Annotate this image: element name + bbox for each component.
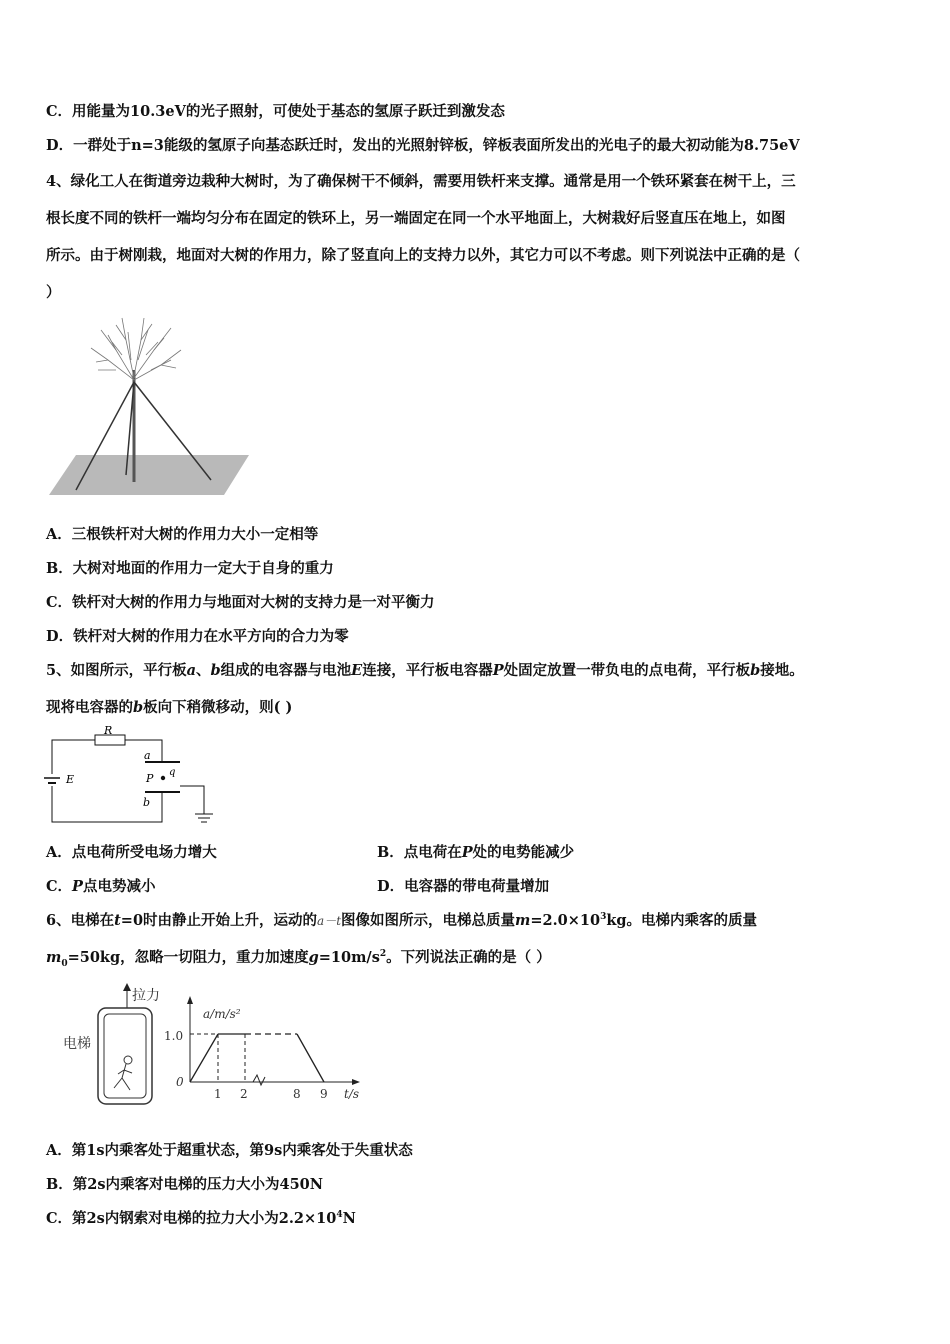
y-tick-1-0: 1.0 — [164, 1029, 184, 1043]
label-a: a — [144, 749, 151, 762]
capacitor-circuit-figure — [40, 726, 215, 832]
q6-option-b: B．第2s内乘客对电梯的压力大小为450N — [46, 1176, 324, 1193]
q6-option-a: A．第1s内乘客处于超重状态，第9s内乘客处于失重状态 — [46, 1142, 413, 1159]
ground-wire — [180, 786, 204, 814]
passenger — [114, 1056, 132, 1090]
q6-stem-line2: $m_0=50kg$，忽略一切阻力，重力加速度$g=10m/s^2$。下列说法正确的是（ ） — [46, 949, 551, 969]
elevator-figure — [60, 982, 370, 1110]
q4-stem-line3: 所示。由于树刚栽，地面对大树的作用力，除了竖直向上的支持力以外，其它力可以不考虑。则下列说法中正确的是（ — [46, 247, 800, 264]
x-tick-9: 9 — [320, 1087, 328, 1101]
q4-option-b: B．大树对地面的作用力一定大于自身的重力 — [46, 560, 334, 577]
x-tick-2: 2 — [240, 1087, 248, 1101]
tree-figure — [46, 310, 256, 502]
x-tick-1: 1 — [214, 1087, 222, 1101]
q5-option-a: A．点电荷所受电场力增大 — [46, 844, 217, 861]
y-axis-arrowhead — [187, 996, 193, 1004]
q6-stem-line1: 6、电梯在t=0时由静止开始上升，运动的a－t图像如图所示，电梯总质量$m=2.0\times 10^3kg$。电梯内乘客的质量 — [46, 912, 758, 929]
q3-option-c: C．用能量为10.3eV的光子照射，可使处于基态的氢原子跃迁到激发态 — [46, 103, 505, 120]
q3-option-d: D．一群处于n=3能级的氢原子向基态跃迁时，发出的光照射锌板，锌板表面所发出的光电子的最大初动能为8.75eV — [46, 137, 800, 154]
elevator-inner — [104, 1014, 146, 1098]
q5-option-c: C．P点电势减小 — [46, 878, 156, 895]
q6-option-c: C．第2s内钢索对电梯的拉力大小为$2.2\times 10^4N$ — [46, 1210, 356, 1227]
q4-option-a: A．三根铁杆对大树的作用力大小一定相等 — [46, 526, 319, 543]
label-E: E — [66, 773, 75, 786]
q4-stem-line1: 4、绿化工人在街道旁边栽种大树时，为了确保树干不倾斜，需要用铁杆来支撑。通常是用一个铁环紧套在树干上，三 — [46, 173, 796, 190]
label-R: R — [104, 726, 113, 737]
elevator-car — [98, 1008, 152, 1104]
point-charge — [161, 776, 165, 780]
label-b: b — [143, 796, 151, 809]
x-axis-arrowhead — [352, 1079, 360, 1085]
tree-branches — [91, 318, 181, 380]
series-segment — [190, 1034, 218, 1082]
q5-option-d: D．电容器的带电荷量增加 — [377, 878, 550, 895]
pull-arrowhead — [123, 983, 131, 991]
wire — [52, 740, 95, 774]
series-segment — [297, 1034, 324, 1082]
q5-stem-line2: 现将电容器的b板向下稍微移动，则( ) — [46, 699, 293, 716]
q5-option-b: B．点电荷在P处的电势能减少 — [377, 844, 575, 861]
q4-stem-line4: ） — [46, 284, 61, 301]
q4-option-d: D．铁杆对大树的作用力在水平方向的合力为零 — [46, 628, 349, 645]
q4-stem-line2: 根长度不同的铁杆一端均匀分布在固定的铁环上，另一端固定在同一个水平地面上，大树栽好后竖直压在地上，如图 — [46, 210, 786, 227]
label-P: P — [146, 772, 154, 785]
x-tick-8: 8 — [293, 1087, 301, 1101]
label-q: q — [169, 767, 176, 778]
x-axis-label: t/s — [344, 1087, 360, 1101]
origin-label: 0 — [176, 1075, 184, 1089]
y-axis-label: a/m/s² — [203, 1007, 241, 1021]
ground-plane — [49, 455, 249, 495]
axis-break-mark — [253, 1075, 265, 1085]
q5-stem-line1: 5、如图所示，平行板a、b组成的电容器与电池E连接，平行板电容器P处固定放置一带负电的点电荷，平行板b接地。 — [46, 662, 804, 679]
q4-option-c: C．铁杆对大树的作用力与地面对大树的支持力是一对平衡力 — [46, 594, 435, 611]
elevator-label: 电梯 — [63, 1036, 91, 1052]
pull-label: 拉力 — [132, 988, 160, 1004]
